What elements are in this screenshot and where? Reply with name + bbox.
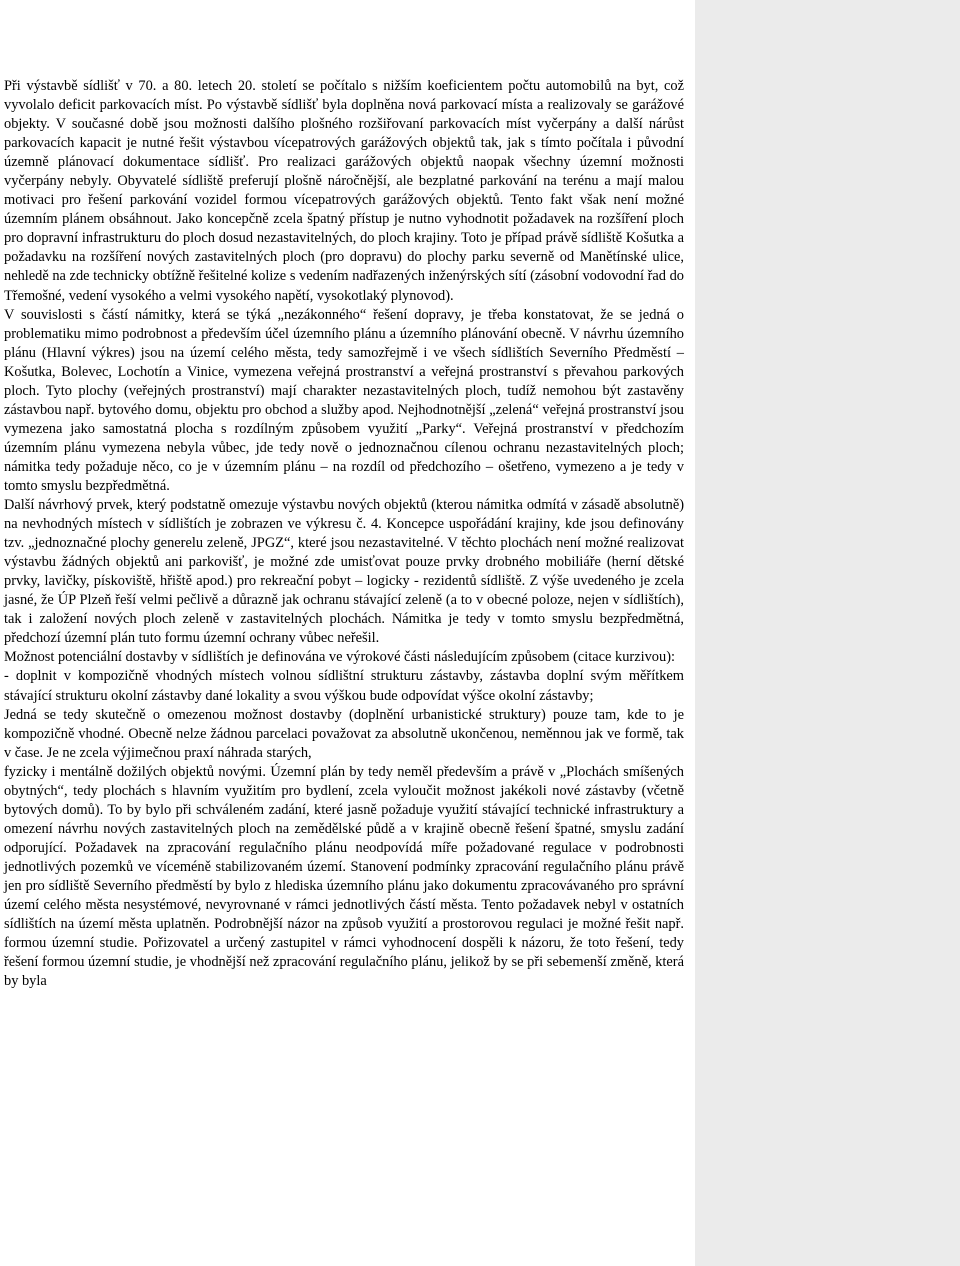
paragraph-infill-definition: Možnost potenciální dostavby v sídlištích je definována ve výrokové části následujícím způsobem (citace kurzivou): [4, 649, 675, 666]
comment-margin-panel [695, 0, 960, 1266]
document-text [4, 77, 684, 991]
paragraph-landscape-concept: Další návrhový prvek, který podstatně omezuje výstavbu nových objektů (kterou námitka odmítá v zásadě absolutně) na nevhodných místech v sídlištích je zobrazen ve výkresu č. 4. Koncepce uspořádání krajiny, kde jsou definovány tzv. „jednoznačné plochy generelu zeleně, JPGZ“, které jsou nezastavitelné. V těchto plochách není možné realizovat výstavbu žádných objektů ani parkovišť, je možné zde umisťovat pouze prvky drobného mobiliáře (herní dětské prvky, lavičky, pískoviště, hřiště apod.) pro rekreační pobyt – logicky - rezidentů sídliště. Z výše uvedeného je zcela jasné, že ÚP Plzeň řeší velmi pečlivě a důrazně jak ochranu stávající zeleně (a to v obecné poloze, nejen v sídlištích), tak i založení nových ploch zeleně v zastavitelných plochách. Námitka je tedy v tomto smyslu bezpředmětná, předchozí územní plán tuto formu územní ochrany vůbec neřešil. [4, 497, 684, 647]
paragraph-quoted-rule: - doplnit v kompozičně vhodných místech volnou sídlištní strukturu zástavby, zástavba doplní svým měřítkem stávající strukturu okolní zástavby dané lokality a svou výškou bude odpovídat výšce okolní zástavby; [4, 668, 684, 704]
paragraph-regulation-plan: fyzicky i mentálně dožilých objektů novými. Územní plán by tedy neměl především a právě v „Plochách smíšených obytných“, tedy plochách s hlavním využitím pro bydlení, zcela vyloučit možnost jakékoli nové zástavby (včetně bytových domů). To by bylo při schváleném zadání, které jasně požaduje využití stávající technické infrastruktury a omezení návrhu nových zastavitelných ploch na zemědělské půdě a v krajině obecně řešení špatné, smyslu zadání odporující. Požadavek na zpracování regulačního plánu neodpovídá míře požadované regulace v podrobnosti jednotlivých pozemků ve víceméně stabilizovaném území. Stanovení podmínky zpracování regulačního plánu právě jen pro sídliště Severního předměstí by bylo z hlediska územního plánu jako dokumentu zpracovávaného pro správní území celého města nesystémové, nevyrovnané v rámci jednotlivých částí města. Tento požadavek nebyl v ostatních sídlištích na území města uplatněn. Podrobnější názor na způsob využití a prostorovou regulaci je možné řešit např. formou územní studie. Pořizovatel a určený zastupitel v rámci vyhodnocení dospěli k názoru, že toto řešení, tedy řešení formou územní studie, je vhodnější než zpracování regulačního plánu, jelikož by se při sebemenší změně, která by byla [4, 763, 684, 990]
paragraph-limited-infill: Jedná se tedy skutečně o omezenou možnost dostavby (doplnění urbanistické struktury) pouze tam, kde to je kompozičně vhodné. Obecně nelze žádnou parcelaci považovat za absolutně ukončenou, neměnnou jak ve formě, tak v čase. Je ne zcela výjimečnou praxí náhrada starých, [4, 706, 684, 761]
paragraph-parking-deficit: Při výstavbě sídlišť v 70. a 80. letech 20. století se počítalo s nižším koeficientem počtu automobilů na byt, což vyvolalo deficit parkovacích míst. Po výstavbě sídlišť byla doplněna nová parkovací místa a realizovaly se garážové objekty. V současné době jsou možnosti dalšího plošného rozšiřovaní parkovacích míst vyčerpány a další nárůst parkovacích kapacit je nutné řešit výstavbou vícepatrových garážových objektů tak, jak s tímto počítala i původní územně plánovací dokumentace sídlišť. Pro realizaci garážových objektů naopak všechny územní možnosti vyčerpány nebyly. Obyvatelé sídliště preferují plošně náročnější, ale bezplatné parkování na terénu a mají malou motivaci pro řešení parkování vozidel formou vícepatrových garážových objektů. Tento fakt však není možné územním plánem obsáhnout. Jako koncepčně zcela špatný přístup je nutno vyhodnotit požadavek na rozšíření ploch pro dopravní infrastrukturu do ploch dosud nezastavitelných, do ploch krajiny. Toto je případ právě sídliště Košutka a požadavku na rozšíření nových zastavitelných ploch (pro dopravu) do plochy parku severně od Manětínské ulice, nehledě na zde technicky obtížně řešitelné kolize s vedením nadřazených inženýrských sítí (zásobní vodovodní řad do Třemošné, vedení vysokého a velmi vysokého napětí, vysokotlaký plynovod). [4, 78, 684, 304]
paragraph-traffic-solution: V souvislosti s částí námitky, která se týká „nezákonného“ řešení dopravy, je třeba konstatovat, že se jedná o problematiku mimo podrobnost a především účel územního plánu a územního plánování obecně. V návrhu územního plánu (Hlavní výkres) jsou na území celého města, tedy samozřejmě i ve všech sídlištích Severního Předměstí – Košutka, Bolevec, Lochotín a Vinice, vymezena veřejná prostranství a veřejná prostranství s převahou parkových ploch. Tyto plochy (veřejných prostranství) mají charakter nezastavitelných ploch, tudíž nemohou být zastavěny zástavbou např. bytového domu, objektu pro obchod a služby apod. Nejhodnotnější „zelená“ veřejná prostranství jsou vymezena jako samostatná plocha s rozdílným způsobem využití „Parky“. Veřejná prostranství v předchozím územním plánu vymezena nebyla vůbec, jde tedy nově o jednoznačnou cílenou ochranu nezastavitelných ploch; námitka tedy požaduje něco, co je v územním plánu – na rozdíl od předchozího – ošetřeno, vymezeno a je tedy v tomto smyslu bezpředmětná. [4, 306, 684, 494]
